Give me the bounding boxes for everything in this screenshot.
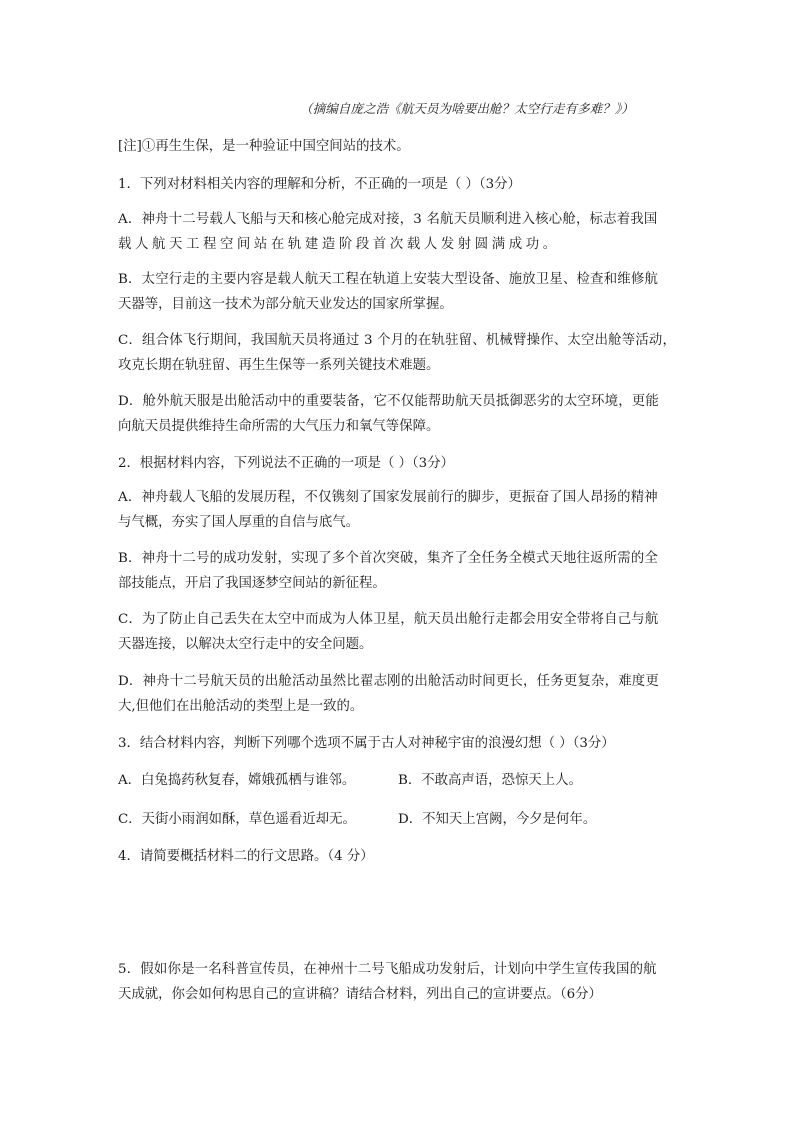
q1-option-d-line1: D．舱外航天服是出舱活动中的重要装备，它不仅能帮助航天员抵御恶劣的太空环境，更能: [118, 394, 659, 409]
q3-option-c: C．天街小雨润如酥，草色遥看近却无。: [118, 812, 356, 827]
q2-option-d-line2: 大,但他们在出舱活动的类型上是一致的。: [118, 699, 364, 714]
q1-option-a-line2: 载人航天工程空间站在轨建造阶段首次载人发射圆满成功。: [118, 237, 560, 252]
q1-option-c-line2: 攻克长期在轨驻留、再生生保等一系列关键技术难题。: [118, 358, 440, 373]
q3-option-a: A．白兔捣药秋复春，嫦娥孤栖与谁邻。: [118, 773, 356, 788]
source-citation: （摘编自庞之浩《航天员为啥要出舱？太空行走有多难？》）: [300, 101, 634, 116]
question-4-stem: 4．请简要概括材料二的行文思路。（4 分）: [118, 849, 374, 864]
q2-option-a-line1: A．神舟载人飞船的发展历程，不仅镌刻了国家发展前行的脚步，更振奋了国人昂扬的精神: [118, 490, 658, 505]
q1-option-c-line1: C．组合体飞行期间，我国航天员将通过 3 个月的在轨驻留、机械臂操作、太空出舱等活动，: [118, 333, 677, 348]
q1-option-a-line1: A．神舟十二号载人飞船与天和核心舱完成对接，3 名航天员顺利进入核心舱，标志着我国: [118, 212, 658, 227]
q2-option-c-line1: C．为了防止自己丢失在太空中而成为人体卫星，航天员出舱行走都会用安全带将自己与航: [118, 612, 659, 627]
q1-option-b-line2: 天器等，目前这一技术为部分航天业发达的国家所掌握。: [118, 297, 453, 312]
footnote: [注]①再生生保，是一种验证中国空间站的技术。: [118, 139, 410, 154]
q2-option-b-line2: 部技能点，开启了我国逐梦空间站的新征程。: [118, 576, 386, 591]
question-1-stem: 1．下列对材料相关内容的理解和分析，不正确的一项是（ ）（3分）: [118, 177, 521, 192]
q3-option-b: B．不敢高声语，恐惊天上人。: [398, 773, 582, 788]
q3-option-d: D．不知天上宫阙，今夕是何年。: [398, 812, 597, 827]
q2-option-d-line1: D．神舟十二号航天员的出舱活动虽然比翟志刚的出舱活动时间更长，任务更复杂，难度更: [118, 674, 659, 689]
q1-option-d-line2: 向航天员提供维持生命所需的大气压力和氧气等保障。: [118, 419, 440, 434]
q2-option-c-line2: 天器连接，以解决太空行走中的安全问题。: [118, 637, 373, 652]
question-3-stem: 3．结合材料内容，判断下列哪个选项不属于古人对神秘宇宙的浪漫幻想（ ）（3分）: [118, 736, 615, 751]
q2-option-a-line2: 与气概，夯实了国人厚重的自信与底气。: [118, 515, 360, 530]
q2-option-b-line1: B．神舟十二号的成功发射，实现了多个首次突破，集齐了全任务全模式天地往返所需的全: [118, 551, 659, 566]
question-2-stem: 2．根据材料内容，下列说法不正确的一项是（ ）（3分）: [118, 456, 454, 471]
question-5-stem-line2: 天成就，你会如何构思自己的宣讲稿？请结合材料，列出自己的宣讲要点。（6分）: [118, 987, 602, 1002]
question-5-stem-line1: 5．假如你是一名科普宣传员，在神州十二号飞船成功发射后，计划向中学生宣传我国的航: [118, 962, 657, 977]
q1-option-b-line1: B．太空行走的主要内容是载人航天工程在轨道上安装大型设备、施放卫星、检查和维修航: [118, 272, 659, 287]
